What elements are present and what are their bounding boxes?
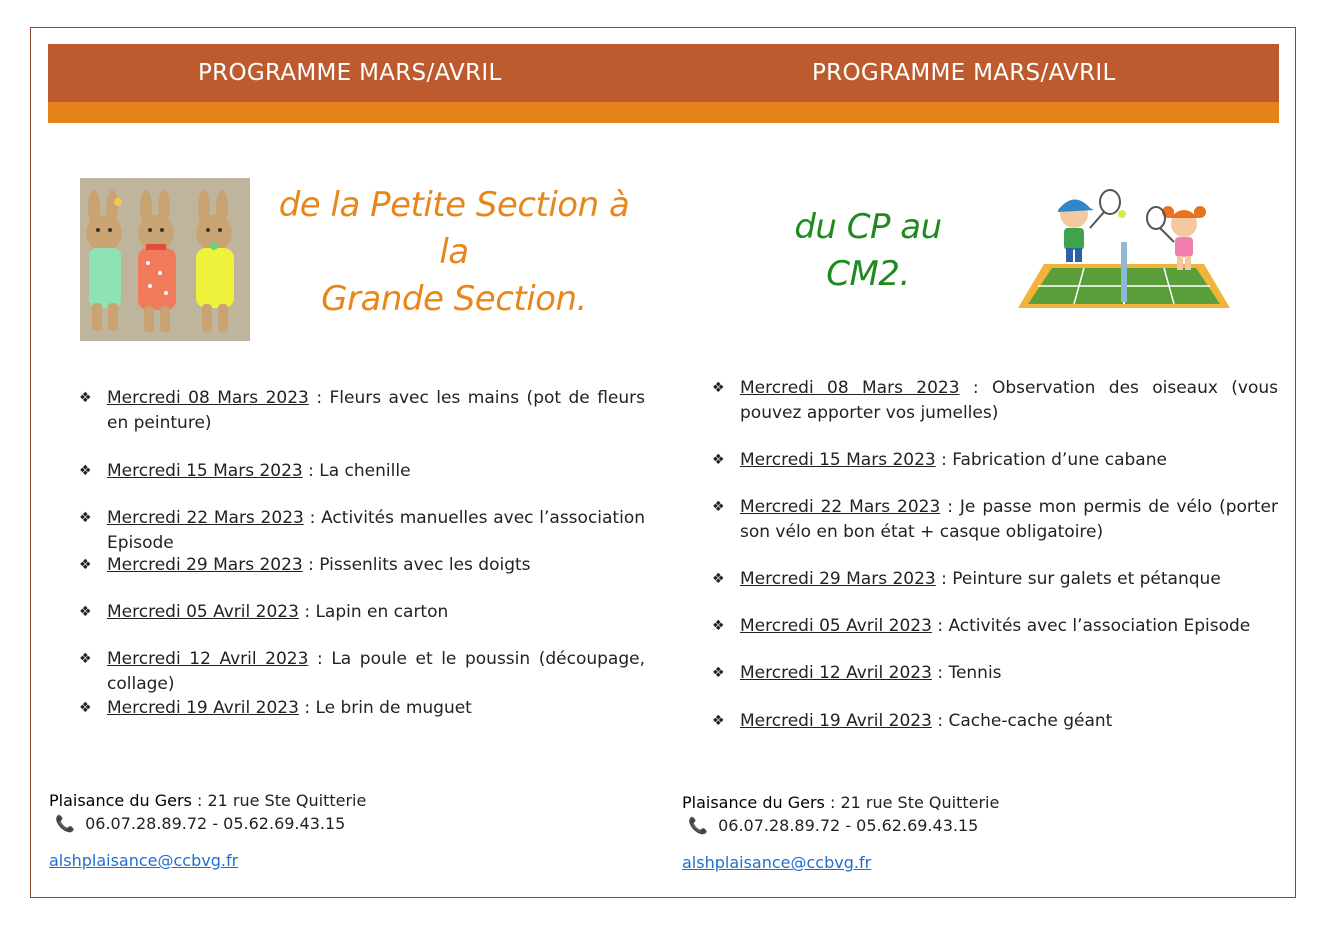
diamond-bullet-icon: ❖ xyxy=(79,510,92,526)
activity-date: Mercredi 19 Avril 2023 xyxy=(107,698,299,718)
diamond-bullet-icon: ❖ xyxy=(712,618,725,634)
list-item xyxy=(79,506,645,556)
phone-icon: 📞 xyxy=(55,814,75,833)
activity-date: Mercredi 05 Avril 2023 xyxy=(107,602,299,622)
diamond-bullet-icon: ❖ xyxy=(79,700,92,716)
banner-title-right: PROGRAMME MARS/AVRIL xyxy=(812,60,1116,86)
activity-text: : Je passe mon permis de vélo (porter son vélo en bon état + casque obligatoire) xyxy=(740,497,1278,542)
list-item xyxy=(712,376,1278,426)
diamond-bullet-icon: ❖ xyxy=(79,604,92,620)
diamond-bullet-icon: ❖ xyxy=(712,380,725,396)
subtitle-left xyxy=(276,182,632,323)
activity-date: Mercredi 12 Avril 2023 xyxy=(107,649,309,669)
activity-text: : Activités avec l’association Episode xyxy=(931,616,1251,636)
activity-text: : Activités manuelles avec l’association Episode xyxy=(107,508,645,553)
activity-date: Mercredi 19 Avril 2023 xyxy=(740,711,932,731)
phone-icon: 📞 xyxy=(688,816,708,835)
list-item xyxy=(79,459,645,484)
diamond-bullet-icon: ❖ xyxy=(79,463,92,479)
phone-numbers: 06.07.28.89.72 - 05.62.69.43.15 xyxy=(85,814,346,833)
bunny-crafts-photo xyxy=(80,178,250,341)
contact-footer-right xyxy=(682,791,1082,872)
kids-tennis-illustration xyxy=(1014,184,1234,310)
list-item xyxy=(79,553,645,578)
activity-date: Mercredi 08 Mars 2023 xyxy=(740,378,960,398)
list-item xyxy=(712,448,1278,473)
address: : 21 rue Ste Quitterie xyxy=(824,793,1000,812)
list-item xyxy=(79,647,645,697)
address: : 21 rue Ste Quitterie xyxy=(191,791,367,810)
activity-date: Mercredi 05 Avril 2023 xyxy=(740,616,932,636)
activity-text: : Pissenlits avec les doigts xyxy=(302,555,531,575)
activity-text: : Tennis xyxy=(931,663,1002,683)
activity-text: : La poule et le poussin (découpage, collage) xyxy=(107,649,645,694)
activity-date: Mercredi 29 Mars 2023 xyxy=(740,569,936,589)
list-item xyxy=(79,696,645,721)
list-item xyxy=(712,661,1278,686)
activity-date: Mercredi 15 Mars 2023 xyxy=(740,450,936,470)
list-item xyxy=(712,567,1278,592)
list-item xyxy=(79,386,645,436)
contact-footer-left xyxy=(49,789,449,870)
phone-numbers: 06.07.28.89.72 - 05.62.69.43.15 xyxy=(718,816,979,835)
diamond-bullet-icon: ❖ xyxy=(712,713,725,729)
activity-text: : La chenille xyxy=(302,461,411,481)
activity-text: : Cache-cache géant xyxy=(931,711,1113,731)
activity-text: : Observation des oiseaux (vous pouvez apporter vos jumelles) xyxy=(740,378,1278,423)
town-name: Plaisance du Gers xyxy=(49,791,192,810)
subtitle-left-line2: Grande Section. xyxy=(321,279,587,319)
list-item xyxy=(79,600,645,625)
banner-title-left: PROGRAMME MARS/AVRIL xyxy=(198,60,502,86)
town-name: Plaisance du Gers xyxy=(682,793,825,812)
list-item xyxy=(712,495,1278,545)
diamond-bullet-icon: ❖ xyxy=(712,665,725,681)
diamond-bullet-icon: ❖ xyxy=(712,499,725,515)
email-link[interactable]: alshplaisance@ccbvg.fr xyxy=(49,851,239,870)
activity-text: : Peinture sur galets et pétanque xyxy=(935,569,1221,589)
activity-date: Mercredi 12 Avril 2023 xyxy=(740,663,932,683)
activity-date: Mercredi 08 Mars 2023 xyxy=(107,388,309,408)
subtitle-left-line1: de la Petite Section à la xyxy=(278,185,630,272)
header-banner-strip xyxy=(48,102,1279,123)
activity-text: : Le brin de muguet xyxy=(298,698,472,718)
email-link[interactable]: alshplaisance@ccbvg.fr xyxy=(682,853,872,872)
activity-date: Mercredi 15 Mars 2023 xyxy=(107,461,303,481)
list-item xyxy=(712,709,1278,734)
diamond-bullet-icon: ❖ xyxy=(79,557,92,573)
subtitle-right: du CP au CM2. xyxy=(794,207,942,294)
activity-date: Mercredi 22 Mars 2023 xyxy=(740,497,941,517)
diamond-bullet-icon: ❖ xyxy=(712,452,725,468)
diamond-bullet-icon: ❖ xyxy=(79,651,92,667)
activity-text: : Fabrication d’une cabane xyxy=(935,450,1167,470)
activity-text: : Lapin en carton xyxy=(298,602,449,622)
activity-date: Mercredi 29 Mars 2023 xyxy=(107,555,303,575)
activity-text: : Fleurs avec les mains (pot de fleurs en peinture) xyxy=(107,388,645,433)
list-item xyxy=(712,614,1278,639)
activity-date: Mercredi 22 Mars 2023 xyxy=(107,508,304,528)
diamond-bullet-icon: ❖ xyxy=(79,390,92,406)
diamond-bullet-icon: ❖ xyxy=(712,571,725,587)
